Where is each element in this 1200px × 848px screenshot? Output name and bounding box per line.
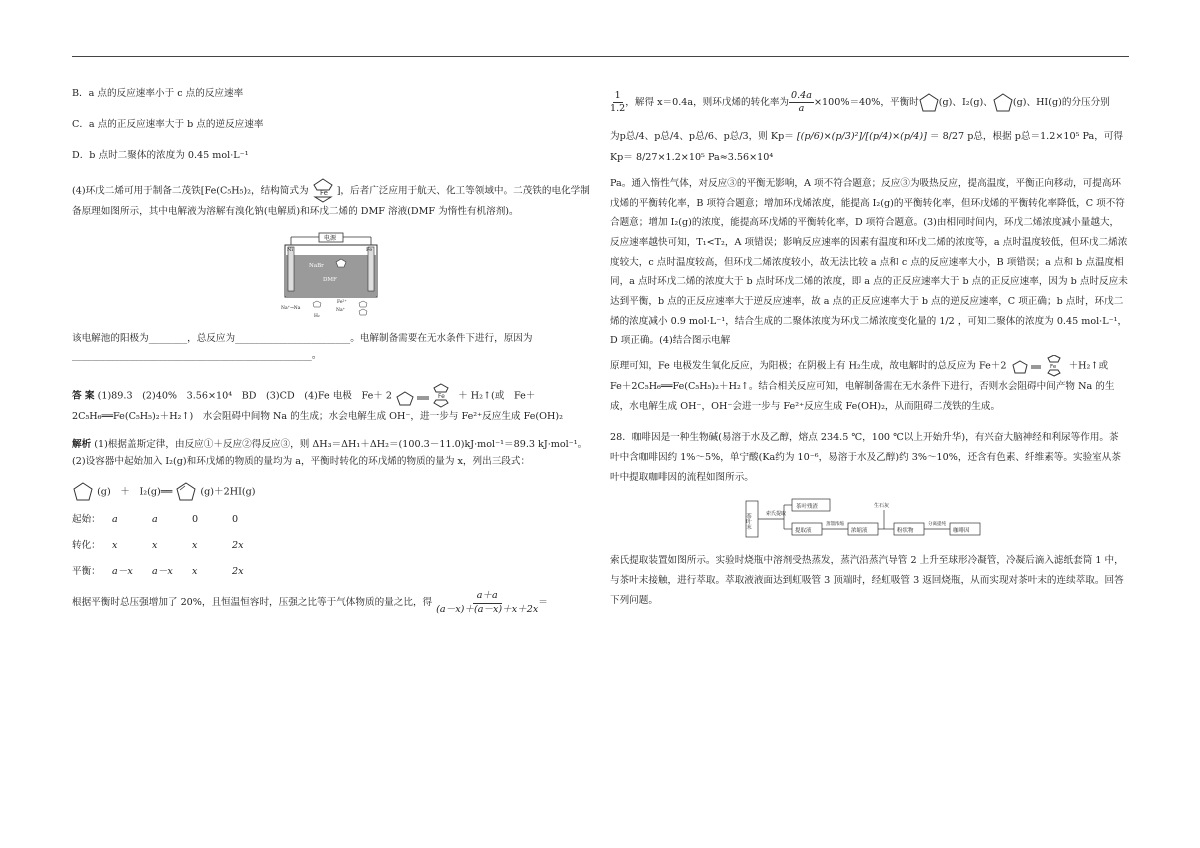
cell: 0 [232, 514, 239, 526]
option-c: C．a 点的正反应速率大于 b 点的逆反应速率 [72, 118, 264, 130]
right-column [610, 90, 1128, 610]
fe-label: Fe [366, 247, 373, 254]
row-header: 转化： [72, 539, 101, 551]
flow-extract: 提取液 [795, 528, 812, 535]
table-row [72, 512, 590, 529]
header-rule [72, 56, 1129, 57]
option-b: B．a 点的反应速率小于 c 点的反应速率 [72, 88, 244, 99]
r1-text: ，解得 x＝0.4a，则环戊烯的转化率为 [625, 96, 790, 108]
electrolysis-cell-diagram [281, 231, 381, 321]
flow-start: 茶叶末 [745, 513, 751, 530]
flow-lime: 生石灰 [874, 503, 890, 510]
fraction-1-1p2 [610, 90, 625, 116]
flow-sep: 分离提纯 [928, 522, 946, 528]
fraction-denominator: a [798, 103, 805, 115]
electrolysis-figure [72, 231, 590, 321]
r2-text3: 8/27×1.2×10⁵ Pa≈3.56×10⁴ [635, 152, 774, 164]
cell: x [192, 539, 198, 551]
left-column [72, 80, 590, 616]
para1-text: Pa。通入惰性气体，对反应③的平衡无影响，A 项不符合题意；反应③为吸热反应，提高温度，平衡正向移动，可提高环戊烯的平衡转化率，B 项符合题意；增加环戊烯浓度，能提高 I₂(g)的平衡转化率，但环戊烯的平衡转化率降低，C 项不符合题意；增加 I₂(g)的浓度，能提高环戊烯的平衡转化率，D 项符合题意。(3)由相同时间内，环戊二烯浓度减小量越大，反应速率越快可知，T₁<T₂，A 项错误；影响反应速率的因素有温度和环戊二烯的浓度等，a 点时温度较低，但环戊二烯浓度较大，c 点时温度较高，但环戊二烯浓度较小，故无法比较 a 点和 c 点的反应速率大小，B 项错误；a 点和 b 点温度相同，a 点时环戊二烯的浓度大于 b 点时环戊二烯的浓度，即 a 点的正反应速率大于 b 点的正反应速率，因为 b 点时反应未达到平衡，b 点的正反应速率大于逆反应速率，故 a 点的正反应速率大于 b 点的逆反应速率，C 项正确；b 点时，环戊二烯的浓度减小 0.9 mol·L⁻¹，结合生成的二聚体浓度为环戊二烯浓度变化量的 [610, 178, 1128, 327]
equation-line [72, 481, 590, 503]
fraction-equals: ＝ [538, 596, 548, 608]
fraction-denominator: 1.2 [610, 103, 626, 115]
fraction-denominator: (a－x)＋(a－x)＋x＋2x [436, 603, 539, 615]
svg-text:Fe: Fe [438, 392, 445, 400]
cyclopentadiene-icon [175, 481, 197, 503]
flow-residue: 茶叶残渣 [796, 504, 819, 511]
q4-intro-2: ]，后者广泛应用于航天、化工等领域中。二茂铁的电化学制备原理如图所示，其中电解液为溶解有溴化钠(电解质)和环戊二烯的 DMF 溶液(DMF 为惰性有机溶剂)。 [72, 185, 590, 218]
r1-text3: (g)、I₂(g)、 [938, 96, 993, 108]
fraction-numerator: 0.4a [789, 90, 814, 103]
right-para-1 [610, 174, 1128, 351]
right-para-2 [610, 355, 1128, 416]
ferrocene-icon [312, 178, 334, 204]
row-header: 平衡： [72, 565, 101, 577]
r2-eq: ＝ [929, 130, 940, 142]
para1b-text: ，可知二聚体的浓度为 0.45 mol·L⁻¹，D 项正确。(4)结合图示电解 [610, 315, 1128, 347]
answer-text-2: ＋ H₂↑(或 Fe＋ [458, 390, 536, 402]
question-blanks: 该电解池的阳极为________，总反应为________________________。电解制备需要在无水条件下进行，原因为__________________________________________________。 [72, 333, 533, 361]
cell: a [112, 514, 118, 526]
fraction [436, 590, 538, 616]
cell: 2x [232, 565, 244, 577]
cell: x [112, 539, 118, 551]
fraction-numerator: a＋a [473, 590, 502, 603]
cyclopentene-icon [993, 93, 1013, 113]
flow-powder: 粉状物 [897, 528, 914, 535]
option-d: D．b 点时二聚体的浓度为 0.45 mol·L⁻¹ [72, 149, 249, 161]
nabr-label: NaBr [309, 263, 324, 270]
row-header: 起始： [72, 514, 101, 526]
ferrocene-reaction-icon [1010, 355, 1066, 377]
analysis-label: 解析 [72, 439, 92, 451]
caffeine-flow-figure [610, 495, 1128, 543]
flow-distill: 蒸馏浓缩 [826, 522, 844, 528]
r2-frac: 8/27 [942, 130, 965, 142]
r2-text2: p总，根据 p总＝1.2×10⁵ Pa，可得 Kp＝ [610, 130, 1124, 164]
na-plus-label: Na⁺ [336, 308, 345, 314]
last-line-text: 根据平衡时总压强增加了 20%，且恒温恒容时，压强之比等于气体物质的量之比，得 [72, 596, 433, 608]
cell: 2x [232, 539, 244, 551]
q4-intro-1: (4)环戊二烯可用于制备二茂铁[Fe(C₅H₅)₂，结构简式为 [72, 185, 309, 197]
h2-label: H₂ [314, 314, 320, 320]
r1-text2: ×100%＝40%，平衡时 [814, 96, 919, 108]
right-line-1 [610, 90, 1128, 116]
svg-text:Fe: Fe [1049, 364, 1056, 371]
answer-text-3: 2C₅H₆══Fe(C₅H₅)₂＋H₂↑) 水会阻碍中间物 Na 的生成；水会电解生成 OH⁻，进一步与 Fe²⁺反应生成 Fe(OH)₂ [72, 410, 563, 422]
caffeine-flowchart [744, 495, 994, 543]
dmf-label: DMF [323, 277, 337, 284]
answer-text-1: (1)89.3 (2)40% 3.56×10⁴ BD (3)CD (4)Fe 电极 Fe＋ 2 [97, 390, 393, 402]
ni-label: Ni [287, 247, 293, 254]
cyclopentadiene-to-ferrocene-icon [395, 383, 455, 409]
table-row [72, 538, 590, 555]
cell: 0 [192, 514, 199, 526]
svg-text:Fe: Fe [319, 189, 328, 198]
flow-soxhlet: 索氏提取 [766, 511, 787, 518]
cell: x [192, 565, 198, 577]
answer-block [72, 383, 590, 426]
para2a-text: 原理可知，Fe 电极发生氧化反应，为阳极；在阴极上有 H₂生成，故电解时的总反应为 Fe＋2 [610, 360, 1007, 372]
analysis-text-1: (1)根据盖斯定律，由反应①＋反应②得反应③，则 ΔH₃＝ΔH₁＋ΔH₂＝(100.3－11.0)kJ·mol⁻¹＝89.3 kJ·mol⁻¹。(2)设容器中起始加入 I₂(g)和环戊烯的物质的量均为 a，平衡时转化的环戊烯的物质的量为 x，列出三段式： [72, 439, 588, 468]
flow-concentrate: 浓缩液 [851, 528, 868, 535]
power-label: 电源 [324, 235, 337, 243]
fraction-numerator: 1 [613, 90, 623, 103]
fraction-conv [789, 90, 814, 116]
answer-label: 答 案 [72, 390, 95, 402]
cyclopentadiene-icon [919, 93, 939, 113]
equation-mid: (g) ＋ I₂(g)══ [97, 486, 173, 498]
flow-product: 咖啡因 [953, 528, 970, 535]
cyclopentene-icon [72, 481, 94, 503]
soxhlet-description: 索氏提取装置如图所示。实验时烧瓶中溶剂受热蒸发，蒸汽沿蒸汽导管 2 上升至球形冷凝管，冷凝后滴入滤纸套筒 1 中，与茶叶末接触，进行萃取。萃取液液面达到虹吸管 3 顶端时，经虹吸管 3 返回烧瓶，从而实现对茶叶末的连续萃取。回答下列问题。 [610, 555, 1124, 606]
equation-right: (g)＋2HI(g) [200, 486, 256, 498]
question-28: 28．咖啡因是一种生物碱(易溶于水及乙醇，熔点 234.5 ℃，100 ℃以上开始升华)，有兴奋大脑神经和利尿等作用。茶叶中含咖啡因约 1%～5%，单宁酸(Ka约为 10⁻⁶，易溶于水及乙醇)约 3%～10%，还含有色素、纤维素等。实验室从茶叶中提取咖啡因的流程如图所示。 [610, 432, 1121, 483]
analysis-block [72, 437, 590, 471]
final-left-line [72, 590, 590, 616]
cell: a [152, 514, 158, 526]
kp-expression: [(p/6)×(p/3)²]/[(p/4)×(p/4)] [796, 130, 927, 142]
question-4 [72, 178, 590, 221]
para2c-text: Fe＋2C₅H₆══Fe(C₅H₅)₂＋H₂↑。结合相关反应可知，电解制备需在无水条件下进行，否则水会阻碍中间产物 Na 的生成，水电解生成 OH⁻，OH⁻会进一步与 Fe²⁺反应生成 Fe(OH)₂，从而阻碍二茂铁的生成。 [610, 381, 1115, 412]
cell: a－x [112, 565, 133, 577]
r1-text4: (g)、HI(g)的分压分别 [1012, 96, 1110, 108]
cell: x [152, 539, 158, 551]
para2b-text: ＋H₂↑或 [1068, 360, 1109, 372]
right-line-2 [610, 126, 1128, 168]
r2-text: 为p总/4、p总/4、p总/6、p总/3，则 Kp＝ [610, 130, 794, 142]
cell: a－x [152, 565, 173, 577]
reaction-na: Na⁺→Na [281, 306, 301, 312]
half-fraction: 1/2 [939, 315, 955, 327]
table-row [72, 564, 590, 581]
fe2-label: Fe²⁺ [337, 300, 347, 306]
three-stage-table [72, 512, 590, 580]
